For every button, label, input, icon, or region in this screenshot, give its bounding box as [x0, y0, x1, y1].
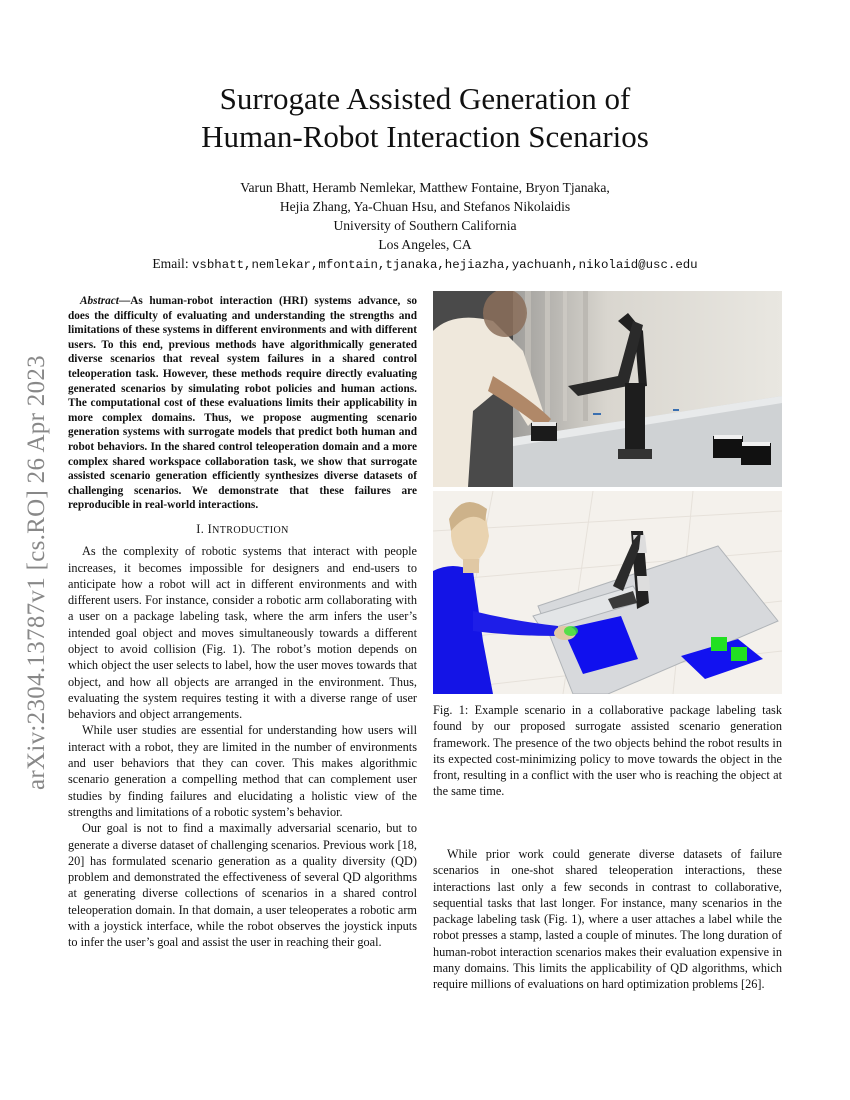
arxiv-id[interactable]: arXiv:2304.13787v1 [cs.RO] 26 Apr 2023 [23, 355, 50, 790]
left-column [68, 294, 417, 951]
figure-1 [433, 291, 782, 694]
real-world-photo [433, 291, 782, 487]
figure-1-caption: Fig. 1: Example scenario in a collaborative package labeling task found by our proposed surrogate assisted scenario generation framework. The presence of the two objects behind the robot results in its expected cost-minimizing policy to move towards the object in the front, resulting in a conflict with the user who is reaching the object at the same time. [433, 703, 782, 799]
author-block [0, 178, 850, 275]
intro-paragraph-2: While user studies are essential for understanding how users will interact with a robot, they are limited in the number of environments and user behaviors that they can cover. This makes algorithmic scenario generation a compelling method that can complement user studies by finding failures and elucidating a holistic view of the strengths and limitations of a robotic system’s behavior. [68, 723, 417, 819]
title-line-1: Surrogate Assisted Generation of [219, 81, 631, 116]
affiliation: University of Southern California [333, 218, 517, 233]
title-line-2: Human-Robot Interaction Scenarios [201, 119, 649, 154]
email-label: Email: [152, 256, 192, 271]
intro-paragraph-1: As the complexity of robotic systems that interact with people increases, it becomes impossible for designers and end-users to anticipate how a robot will act in different environments and with different users. For instance, consider a robotic arm collaborating with a user on a package labeling task, where the arm infers the user’s intended goal object and moves simultaneously towards a different object to avoid collision (Fig. 1). The robot’s motion depends on which object the user selects to label, how the user moves towards that object, and how all objects are arranged in the environment. Thus, evaluating the system requires testing it with a diverse range of user behaviors and object arrangements. [68, 544, 417, 722]
simulation-render [433, 491, 782, 694]
intro-paragraph-3: Our goal is not to find a maximally adversarial scenario, but to generate a diverse dataset of challenging scenarios. Previous work [18, 20] has formulated scenario generation as a quality diversity (QD) problem and demonstrated the effectiveness of several QD algorithms at generating diverse collections of scenarios in a shared control teleoperation domain. In that domain, a user teleoperates a robotic arm with a joystick interface, while the robot observes the joystick inputs to infer the user’s goal and assist the user in reaching their goal. [68, 821, 417, 950]
email-line [0, 254, 850, 275]
abstract-lead: Abstract [80, 295, 119, 307]
paper-title [0, 80, 850, 156]
authors-line-2: Hejia Zhang, Ya-Chuan Hsu, and Stefanos Nikolaidis [279, 199, 571, 214]
right-paragraph-1: While prior work could generate diverse datasets of failure scenarios in one-shot shared teleoperation interactions, these interactions last only a few seconds in contrast to collaborative, sequential tasks that last longer. For instance, many scenarios in the package labeling task (Fig. 1), where a user attaches a label while the robot presses a stamp, lasted a couple of minutes. The long duration of human-robot interaction scenarios makes their evaluation expensive in many domains. This limits the applicability of QD algorithms, which require millions of evaluations on hard optimization problems [26]. [433, 847, 782, 992]
abstract-text: —As human-robot interaction (HRI) systems advance, so does the difficulty of evaluating and understanding the strengths and limitations of these systems in different environments and with different users. To this end, previous methods have algorithmically generated diverse scenarios that reveal system failures in a shared control teleoperation task. However, these methods require directly evaluating generated scenarios by simulating robot policies and human actions. The computational cost of these evaluations limits their applicability in more complex domains. Thus, we propose augmenting scenario generation systems with surrogate models that predict both human and robot behaviors. In the shared control teleoperation domain and a more complex shared workspace collaboration task, we show that surrogate assisted scenario generation efficiently synthesizes diverse datasets of challenging scenarios. We demonstrate that these failures are reproducible in real-world interactions. [68, 295, 417, 512]
section-heading-introduction: I. INTRODUCTION [196, 521, 289, 536]
authors-line-1: Varun Bhatt, Heramb Nemlekar, Matthew Fontaine, Bryon Tjanaka, [240, 180, 610, 195]
abstract [68, 294, 417, 513]
location: Los Angeles, CA [378, 237, 472, 252]
right-column [433, 846, 782, 993]
email-addresses[interactable]: vsbhatt,nemlekar,mfontain,tjanaka,hejiazha,yachuanh,nikolaid@usc.edu [192, 258, 698, 272]
